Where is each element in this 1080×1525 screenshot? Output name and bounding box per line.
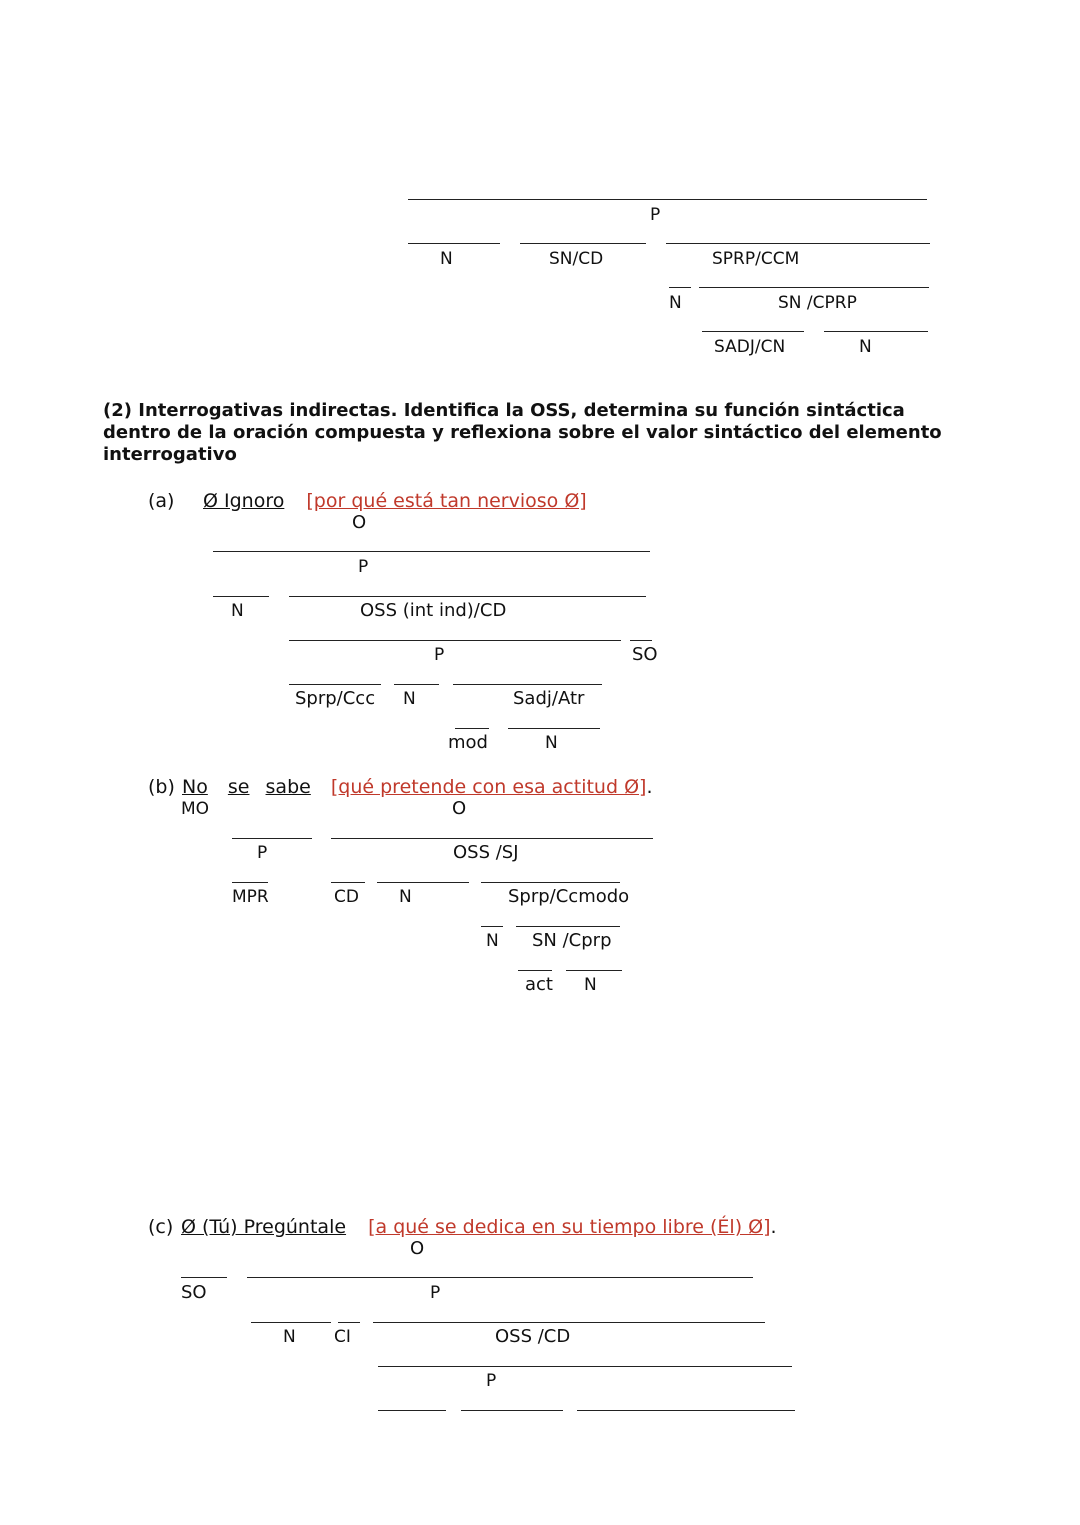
tree-label: mod — [448, 732, 488, 753]
tree-label: O — [352, 512, 367, 533]
tree-label: N — [440, 249, 453, 269]
tree-label: N — [403, 689, 416, 709]
tree-line — [408, 199, 927, 200]
example-marker: (a) — [148, 490, 175, 512]
tree-label: MPR — [232, 887, 269, 907]
tree-line — [566, 970, 622, 971]
tree-label: N — [584, 975, 597, 995]
tree-label: OSS /SJ — [453, 842, 519, 863]
tree-line — [247, 1277, 753, 1278]
tree-label: SO — [181, 1282, 207, 1303]
tree-line — [508, 728, 600, 729]
main-clause: Ø Ignoro — [203, 490, 285, 512]
main-clause: Ø (Tú) Pregúntale — [181, 1216, 347, 1238]
tree-line — [518, 970, 552, 971]
tree-label: N — [231, 601, 244, 621]
tree-line — [461, 1410, 563, 1411]
subordinate-clause: [qué pretende con esa actitud Ø] — [330, 776, 647, 798]
tree-label: N — [399, 887, 412, 907]
tree-line — [289, 596, 646, 597]
tree-label: N — [486, 931, 499, 951]
tree-line — [455, 728, 489, 729]
tree-line — [331, 838, 653, 839]
word: No — [182, 776, 208, 798]
tree-label: Sadj/Atr — [513, 688, 585, 709]
tree-label: CD — [334, 887, 359, 907]
tree-label: P — [430, 1283, 441, 1303]
tree-label: SN /Cprp — [532, 930, 612, 951]
tree-label: Sprp/Ccc — [295, 688, 376, 709]
tree-line — [377, 882, 469, 883]
tree-label: O — [410, 1238, 425, 1259]
tree-line — [378, 1366, 792, 1367]
tree-label: P — [650, 205, 661, 225]
tree-line — [338, 1322, 360, 1323]
tree-label: SN /CPRP — [778, 293, 857, 313]
word: se — [227, 776, 250, 798]
tree-line — [577, 1410, 795, 1411]
tree-line — [373, 1322, 765, 1323]
tree-label: P — [486, 1371, 497, 1391]
tree-line — [666, 243, 930, 244]
tree-line — [181, 1277, 227, 1278]
tree-line — [213, 551, 650, 552]
tree-line — [453, 684, 602, 685]
subordinate-clause: [a qué se dedica en su tiempo libre (Él) Ø] — [368, 1216, 771, 1238]
tree-label: P — [358, 557, 369, 577]
tree-label: P — [257, 843, 268, 863]
tree-label: OSS (int ind)/CD — [360, 600, 507, 621]
tree-line — [824, 331, 928, 332]
tree-line — [331, 882, 365, 883]
tree-line — [289, 684, 381, 685]
tree-label: OSS /CD — [495, 1326, 571, 1347]
sentence-period: . — [770, 1216, 777, 1238]
tree-label: CI — [334, 1327, 351, 1347]
tree-label: N — [669, 293, 682, 313]
sentence — [182, 776, 652, 798]
tree-line — [630, 640, 652, 641]
tree-line — [699, 287, 929, 288]
example-marker: (b) — [148, 776, 175, 798]
subordinate-clause: [por qué está tan nervioso Ø] — [306, 490, 587, 512]
tree-line — [378, 1410, 446, 1411]
tree-line — [232, 882, 268, 883]
tree-label: N — [859, 337, 872, 357]
tree-label: O — [452, 798, 467, 819]
tree-line — [520, 243, 646, 244]
tree-line — [702, 331, 804, 332]
tree-label: Sprp/Ccmodo — [508, 886, 630, 907]
tree-line — [669, 287, 691, 288]
tree-line — [516, 926, 620, 927]
tree-label: SO — [632, 644, 658, 665]
word: sabe — [265, 776, 311, 798]
example-marker: (c) — [148, 1216, 174, 1238]
tree-label: P — [434, 645, 445, 665]
tree-line — [251, 1322, 331, 1323]
sentence-period: . — [646, 776, 653, 798]
tree-label: N — [545, 733, 558, 753]
sentence — [203, 490, 587, 512]
tree-line — [213, 596, 269, 597]
tree-line — [289, 640, 621, 641]
tree-line — [232, 838, 312, 839]
section-heading: (2) Interrogativas indirectas. Identifica la OSS, determina su función sintáctica dentro de la oración compuesta y reflexiona sobre el valor sintáctico del elemento interrogativo — [103, 400, 942, 465]
tree-label: SN/CD — [549, 249, 604, 269]
tree-line — [394, 684, 439, 685]
tree-label: MO — [181, 799, 210, 819]
tree-line — [408, 243, 500, 244]
sentence — [181, 1216, 777, 1238]
tree-label: SPRP/CCM — [712, 249, 800, 269]
tree-label: act — [525, 974, 553, 995]
tree-label: SADJ/CN — [714, 337, 786, 357]
tree-line — [481, 882, 620, 883]
tree-label: N — [283, 1327, 296, 1347]
tree-line — [481, 926, 503, 927]
